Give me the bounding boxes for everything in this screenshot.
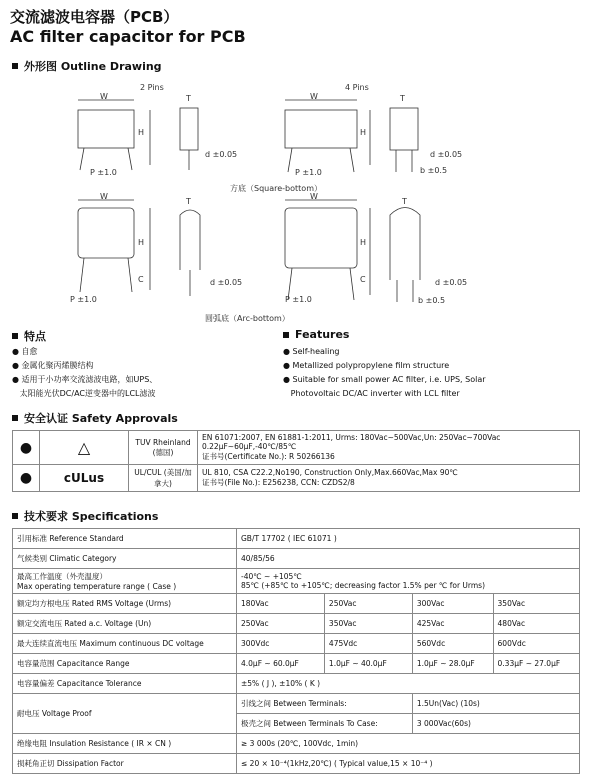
bullet: ● [13,465,40,492]
dim-h3: H [138,238,145,247]
dim-w3: W [100,192,108,201]
specs-table [12,528,580,774]
spec-row: 最高工作温度（外壳温度） Max operating temperature range ( Case ) -40℃ ~ +105℃ 85℃ (+85℃ to +105℃; decreasing factor 1.5% per ℃ for Urms) [13,569,580,594]
dim-h1: H [138,128,145,137]
spec-row: 额定交流电压 Rated a.c. Voltage (Un) 250Vac 350Vac 425Vac 480Vac [13,614,580,634]
title-cn: 交流滤波电容器（PCB） [10,8,179,26]
outline-heading: 外形图 Outline Drawing [12,58,162,74]
dim-p3: P ±1.0 [70,295,97,304]
feature-en-1: ● Self-healing [283,347,340,356]
dim-t3: T [186,197,191,206]
dim-t4: T [402,197,407,206]
safety-row-tuv [13,431,580,465]
dim-c3: C [138,275,144,284]
dim-b2: b ±0.5 [418,296,446,305]
dim-d2: d ±0.05 [430,150,463,159]
tuv-text: EN 61071:2007, EN 61881-1:2011, Urms: 180Vac~500Vac,Un: 250Vac~700Vac 0.22μF~60μF,-40℃/85℃ 证书号(Certificate No.): R 50266136 [198,431,580,465]
safety-row-ul [13,465,580,492]
spec-row: 绝缘电阻 Insulation Resistance ( IR × CN ) ≥ 3 000s (20℃, 100Vdc, 1min) [13,734,580,754]
spec-row: 额定均方根电压 Rated RMS Voltage (Urms) 180Vac 250Vac 300Vac 350Vac [13,594,580,614]
tuv-logo: △ [40,431,129,465]
spec-row: 最大连续直流电压 Maximum continuous DC voltage 300Vdc 475Vdc 560Vdc 600Vdc [13,634,580,654]
dim-w4: W [310,192,318,201]
ul-text: UL 810, CSA C22.2,No190, Construction Only,Max.660Vac,Max 90℃ 证书号(File No.): E256238, CCN: CZDS2/8 [198,465,580,492]
outline-drawing [0,0,590,330]
dim-h2: H [360,128,367,137]
features-cn-list [12,345,157,401]
bullet: ● [13,431,40,465]
feature-en-4: Photovoltaic DC/AC inverter with LCL filter [290,389,460,398]
feature-en-2: ● Metallized polypropylene film structure [283,361,450,370]
dim-d4: d ±0.05 [435,278,468,287]
feature-cn-2: ● 金属化聚丙烯膜结构 [12,361,94,370]
safety-table [12,430,580,492]
features-en-heading: Features [283,328,349,341]
features-en-list [283,345,486,401]
dim-d1: d ±0.05 [205,150,238,159]
arc-caption: 圆弧底（Arc-bottom） [205,314,290,323]
specs-heading: 技术要求 Specifications [12,508,158,524]
ul-name: UL/CUL (美国/加拿大) [129,465,198,492]
title-en: AC filter capacitor for PCB [10,27,246,46]
dim-t2: T [400,94,405,103]
dim-h4: H [360,238,367,247]
dim-t1: T [186,94,191,103]
safety-heading: 安全认证 Safety Approvals [12,410,178,426]
spec-row: 电容量范围 Capacitance Range 4.0μF ~ 60.0μF 1.0μF ~ 40.0μF 1.0μF ~ 28.0μF 0.33μF ~ 27.0μF [13,654,580,674]
label-4pins: 4 Pins [345,83,369,92]
spec-row: 极壳之间 Between Terminals To Case: 3 000Vac(60s) [13,714,580,734]
dim-b1: b ±0.5 [420,166,448,175]
dim-d3: d ±0.05 [210,278,243,287]
feature-cn-3: ● 适用于小功率交流滤波电路，如UPS、 [12,375,158,384]
tuv-name: TUV Rheinland (德国) [129,431,198,465]
label-2pins: 2 Pins [140,83,164,92]
spec-row: 损耗角正切 Dissipation Factor ≤ 20 × 10⁻⁴(1kHz,20℃) ( Typical value,15 × 10⁻⁴ ) [13,754,580,774]
dim-w2: W [310,92,318,101]
spec-row: 气候类别 Climatic Category 40/85/56 [13,549,580,569]
dim-p2: P ±1.0 [295,168,322,177]
feature-cn-1: ● 自愈 [12,347,38,356]
spec-row: 耐电压 Voltage Proof 引线之间 Between Terminals: 1.5Un(Vac) (10s) [13,694,580,714]
spec-row: 引用标准 Reference Standard GB/T 17702 ( IEC 61071 ) [13,529,580,549]
feature-en-3: ● Suitable for small power AC filter, i.e. UPS, Solar [283,375,486,384]
ul-logo: cULus [40,465,129,492]
feature-cn-4: 太阳能光伏DC/AC逆变器中的LCL滤波 [19,389,156,398]
dim-p4: P ±1.0 [285,295,312,304]
dim-p1: P ±1.0 [90,168,117,177]
spec-row: 电容量偏差 Capacitance Tolerance ±5% ( J ), ±10% ( K ) [13,674,580,694]
dim-w1: W [100,92,108,101]
dim-c4: C [360,275,366,284]
features-cn-heading: 特点 [12,328,46,344]
square-caption: 方底（Square-bottom） [230,184,322,193]
